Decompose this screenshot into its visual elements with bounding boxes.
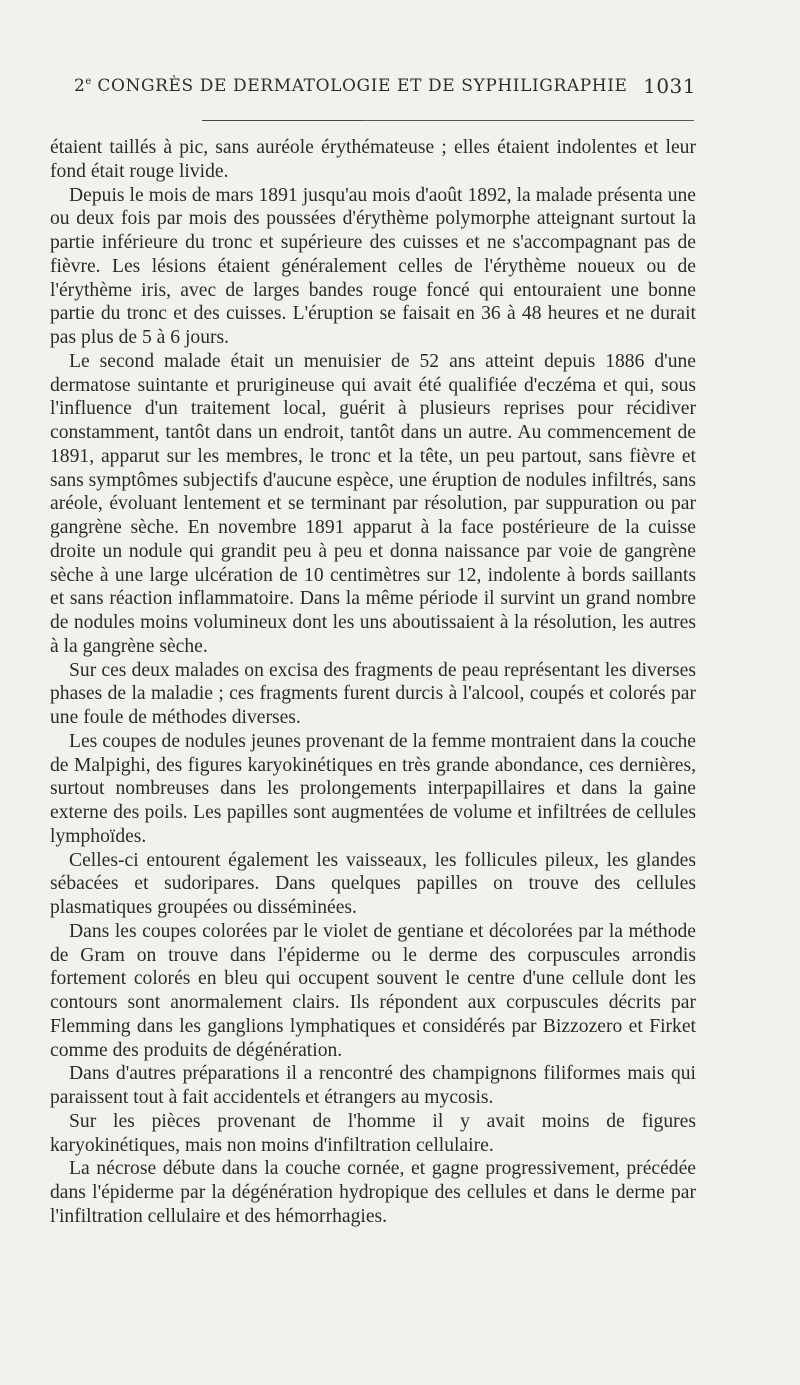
header-rule	[206, 120, 694, 121]
paragraph: La nécrose débute dans la couche cornée, et gagne progressivement, précédée dans l'épiderme par la dégénération hydropique des cellules et dans le derme par l'infiltration cellulaire et des hémorrhagies.	[50, 1158, 696, 1227]
paragraph: Les coupes de nodules jeunes provenant de la femme montraient dans la couche de Malpighi, des figures karyokinétiques en très grande abondance, ces dernières, surtout nombreuses dans les prolongements interpapillaires et dans la gaine externe des poils. Les papilles sont augmentées de volume et infiltrées de cellules lymphoïdes.	[50, 730, 696, 847]
paragraph: étaient taillés à pic, sans auréole érythémateuse ; elles étaient indolentes et leur fond était rouge livide.	[50, 137, 696, 182]
paragraph: Celles-ci entourent également les vaisseaux, les follicules pileux, les glandes sébacées et sudoripares. Dans quelques papilles on trouve des cellules plasmatiques groupées ou disséminées.	[50, 849, 696, 918]
paragraph: Dans d'autres préparations il a rencontré des champignons filiformes mais qui paraissent tout à fait accidentels et étrangers au mycosis.	[50, 1063, 696, 1108]
page-number: 1031	[643, 74, 696, 98]
title-superscript: e	[85, 76, 92, 87]
paragraph: Dans les coupes colorées par le violet de gentiane et décolorées par la méthode de Gram on trouve dans l'épiderme ou le derme des corpuscules arrondis fortement colorés en bleu qui occupent souvent le centre d'une cellule dont les contours sont anormalement clairs. Ils répondent aux corpuscules décrits par Flemming dans les ganglions lymphatiques et considérés par Bizzozero et Firket comme des produits de dégénération.	[50, 920, 696, 1061]
title-prefix: 2	[74, 76, 86, 96]
running-head	[74, 76, 696, 104]
body-text	[50, 136, 696, 1229]
paragraph: Depuis le mois de mars 1891 jusqu'au mois d'août 1892, la malade présenta une ou deux fois par mois des poussées d'érythème polymorphe atteignant surtout la partie inférieure du tronc et supérieure des cuisses et ne s'accompagnant pas de fièvre. Les lésions étaient généralement celles de l'érythème noueux ou de l'érythème iris, avec de larges bandes rouge foncé qui entouraient une bonne partie du tronc et des cuisses. L'éruption se faisait en 36 à 48 heures et ne durait pas plus de 5 à 6 jours.	[50, 184, 696, 348]
paragraph: Le second malade était un menuisier de 52 ans atteint depuis 1886 d'une dermatose suintante et prurigineuse qui avait été qualifiée d'eczéma et qui, sous l'influence d'un traitement local, guérit à plusieurs reprises pour récidiver constamment, tantôt dans un endroit, tantôt dans un autre. Au commencement de 1891, apparut sur les membres, le tronc et la tête, un peu partout, sans fièvre et sans symptômes subjectifs d'aucune espèce, une éruption de nodules infiltrés, sans aréole, évoluant lentement et se terminant par résolution, par suppuration ou par gangrène sèche. En novembre 1891 apparut à la face postérieure de la cuisse droite un nodule qui grandit peu à peu et donna naissance par voie de gangrène sèche à une large ulcération de 10 centimètres sur 12, indolente à bords saillants et sans réaction inflammatoire. Dans la même période il survint un grand nombre de nodules moins volumineux dont les uns aboutissaient à la résolution, les autres à la gangrène sèche.	[50, 350, 696, 657]
paragraph: Sur les pièces provenant de l'homme il y avait moins de figures karyokinétiques, mais non moins d'infiltration cellulaire.	[50, 1110, 696, 1156]
title-main: CONGRÈS DE DERMATOLOGIE ET DE SYPHILIGRAPHIE	[91, 76, 628, 96]
paragraph: Sur ces deux malades on excisa des fragments de peau représentant les diverses phases de la maladie ; ces fragments furent durcis à l'alcool, coupés et colorés par une foule de méthodes diverses.	[50, 659, 696, 728]
running-head-title	[74, 76, 628, 96]
